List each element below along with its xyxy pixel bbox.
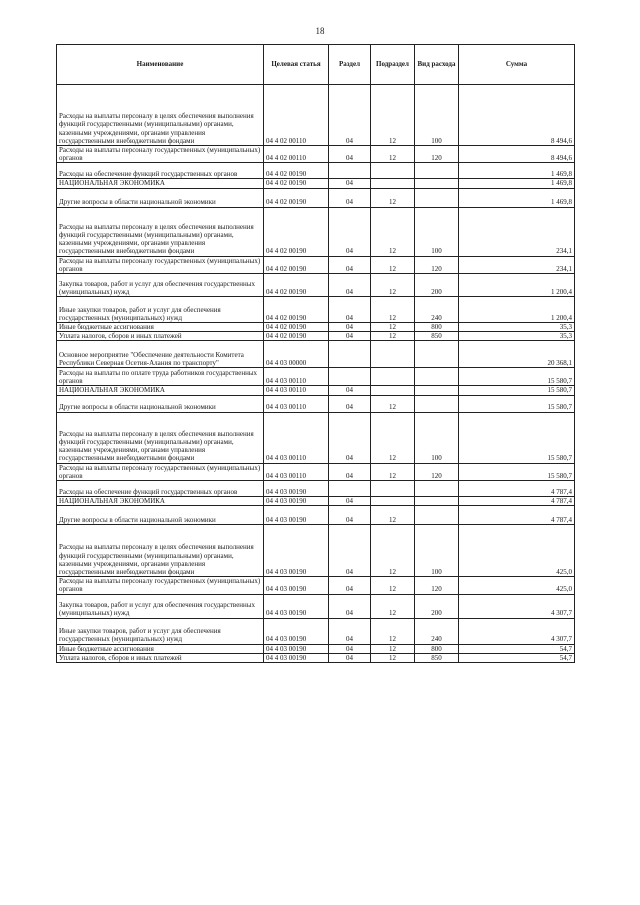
table-row <box>57 207 575 256</box>
row-sum: 1 469,8 <box>459 188 575 207</box>
row-target-code: 04 4 02 00190 <box>264 163 329 179</box>
budget-table <box>56 44 575 663</box>
row-target-code: 04 4 03 00110 <box>264 463 329 480</box>
row-sum: 8 494,6 <box>459 146 575 163</box>
row-expense-type <box>415 163 459 179</box>
row-target-code: 04 4 02 00190 <box>264 256 329 273</box>
table-row <box>57 497 575 506</box>
row-target-code: 04 4 03 00190 <box>264 618 329 644</box>
table-row <box>57 412 575 463</box>
row-sum: 234,1 <box>459 207 575 256</box>
header-name: Наименование <box>57 45 264 85</box>
row-subsection: 12 <box>371 618 415 644</box>
row-name: НАЦИОНАЛЬНАЯ ЭКОНОМИКА <box>57 497 264 506</box>
row-subsection <box>371 386 415 395</box>
row-subsection: 12 <box>371 644 415 653</box>
row-section: 04 <box>329 525 371 577</box>
row-section: 04 <box>329 179 371 188</box>
row-name: Уплата налогов, сборов и иных платежей <box>57 332 264 341</box>
row-target-code: 04 4 03 00190 <box>264 653 329 662</box>
row-subsection: 12 <box>371 395 415 412</box>
row-section: 04 <box>329 644 371 653</box>
table-row <box>57 395 575 412</box>
row-section: 04 <box>329 85 371 146</box>
row-subsection: 12 <box>371 297 415 323</box>
row-target-code: 04 4 02 00190 <box>264 297 329 323</box>
row-subsection: 12 <box>371 412 415 463</box>
row-subsection: 12 <box>371 506 415 525</box>
table-row <box>57 386 575 395</box>
row-name: Другие вопросы в области национальной экономики <box>57 395 264 412</box>
row-target-code: 04 4 03 00190 <box>264 497 329 506</box>
row-expense-type <box>415 497 459 506</box>
table-row <box>57 594 575 618</box>
row-sum: 54,7 <box>459 644 575 653</box>
row-sum: 1 469,8 <box>459 179 575 188</box>
row-expense-type: 120 <box>415 256 459 273</box>
row-subsection <box>371 368 415 386</box>
row-target-code: 04 4 02 00190 <box>264 188 329 207</box>
row-name: Другие вопросы в области национальной экономики <box>57 188 264 207</box>
row-expense-type <box>415 386 459 395</box>
row-section <box>329 368 371 386</box>
row-expense-type: 120 <box>415 146 459 163</box>
row-sum: 425,0 <box>459 577 575 594</box>
row-sum: 15 580,7 <box>459 386 575 395</box>
row-sum: 35,3 <box>459 323 575 332</box>
row-sum: 1 200,4 <box>459 297 575 323</box>
table-row <box>57 297 575 323</box>
row-sum: 54,7 <box>459 653 575 662</box>
row-expense-type: 100 <box>415 85 459 146</box>
row-section: 04 <box>329 506 371 525</box>
row-sum: 4 787,4 <box>459 506 575 525</box>
row-expense-type <box>415 506 459 525</box>
row-subsection: 12 <box>371 274 415 297</box>
row-name: Расходы на выплаты персоналу государственных (муниципальных) органов <box>57 577 264 594</box>
row-name: Расходы на выплаты персоналу государственных (муниципальных) органов <box>57 146 264 163</box>
table-row <box>57 188 575 207</box>
row-section: 04 <box>329 497 371 506</box>
row-name: Иные бюджетные ассигнования <box>57 323 264 332</box>
row-subsection: 12 <box>371 525 415 577</box>
row-name: НАЦИОНАЛЬНАЯ ЭКОНОМИКА <box>57 386 264 395</box>
row-section: 04 <box>329 332 371 341</box>
table-row <box>57 525 575 577</box>
row-section: 04 <box>329 256 371 273</box>
row-name: Расходы на выплаты персоналу в целях обеспечения выполнения функций государственными (муниципальными) органами, казенными учреждениями, органами управления государственными внебюджетными фондами <box>57 525 264 577</box>
row-section <box>329 341 371 368</box>
row-name: Уплата налогов, сборов и иных платежей <box>57 653 264 662</box>
row-sum: 4 307,7 <box>459 618 575 644</box>
row-name: НАЦИОНАЛЬНАЯ ЭКОНОМИКА <box>57 179 264 188</box>
row-sum: 20 368,1 <box>459 341 575 368</box>
row-target-code: 04 4 02 00190 <box>264 179 329 188</box>
row-target-code: 04 4 02 00190 <box>264 332 329 341</box>
row-target-code: 04 4 02 00190 <box>264 274 329 297</box>
header-section: Раздел <box>329 45 371 85</box>
row-expense-type: 850 <box>415 653 459 662</box>
row-sum: 15 580,7 <box>459 368 575 386</box>
row-name: Расходы на выплаты персоналу в целях обеспечения выполнения функций государственными (муниципальными) органами, казенными учреждениями, органами управления государственными внебюджетными фондами <box>57 412 264 463</box>
row-sum: 1 200,4 <box>459 274 575 297</box>
table-row <box>57 463 575 480</box>
table-row <box>57 481 575 497</box>
row-target-code: 04 4 02 00190 <box>264 323 329 332</box>
row-target-code: 04 4 03 00110 <box>264 368 329 386</box>
row-name: Расходы на выплаты персоналу государственных (муниципальных) органов <box>57 256 264 273</box>
row-expense-type: 200 <box>415 274 459 297</box>
row-sum: 8 494,6 <box>459 85 575 146</box>
row-target-code: 04 4 03 00110 <box>264 386 329 395</box>
row-target-code: 04 4 02 00190 <box>264 207 329 256</box>
table-row <box>57 323 575 332</box>
row-subsection: 12 <box>371 146 415 163</box>
row-target-code: 04 4 02 00110 <box>264 146 329 163</box>
row-subsection <box>371 497 415 506</box>
row-name: Другие вопросы в области национальной экономики <box>57 506 264 525</box>
row-section: 04 <box>329 274 371 297</box>
row-section: 04 <box>329 594 371 618</box>
row-section: 04 <box>329 577 371 594</box>
table-row <box>57 341 575 368</box>
row-name: Основное мероприятие "Обеспечение деятельности Комитета Республики Северная Осетия-Алания по транспорту" <box>57 341 264 368</box>
row-name: Расходы на обеспечение функций государственных органов <box>57 163 264 179</box>
row-name: Иные закупки товаров, работ и услуг для обеспечения государственных (муниципальных) нужд <box>57 618 264 644</box>
row-section: 04 <box>329 207 371 256</box>
row-subsection: 12 <box>371 332 415 341</box>
table-row <box>57 506 575 525</box>
row-expense-type <box>415 179 459 188</box>
row-expense-type: 240 <box>415 618 459 644</box>
row-target-code: 04 4 03 00190 <box>264 506 329 525</box>
row-sum: 15 580,7 <box>459 412 575 463</box>
row-section: 04 <box>329 188 371 207</box>
row-expense-type: 100 <box>415 525 459 577</box>
table-row <box>57 618 575 644</box>
row-name: Закупка товаров, работ и услуг для обеспечения государственных (муниципальных) нужд <box>57 274 264 297</box>
row-subsection: 12 <box>371 256 415 273</box>
row-subsection <box>371 481 415 497</box>
row-section <box>329 163 371 179</box>
row-target-code: 04 4 03 00190 <box>264 481 329 497</box>
row-expense-type: 850 <box>415 332 459 341</box>
row-expense-type <box>415 481 459 497</box>
row-section: 04 <box>329 146 371 163</box>
row-sum: 15 580,7 <box>459 395 575 412</box>
row-section <box>329 481 371 497</box>
row-target-code: 04 4 03 00190 <box>264 525 329 577</box>
row-name: Расходы на выплаты персоналу в целях обеспечения выполнения функций государственными (муниципальными) органами, казенными учреждениями, органами управления государственными внебюджетными фондами <box>57 85 264 146</box>
table-header-row <box>57 45 575 85</box>
row-sum: 1 469,8 <box>459 163 575 179</box>
table-row <box>57 85 575 146</box>
table-row <box>57 163 575 179</box>
row-subsection: 12 <box>371 594 415 618</box>
table-row <box>57 368 575 386</box>
row-subsection: 12 <box>371 85 415 146</box>
row-expense-type <box>415 368 459 386</box>
row-subsection: 12 <box>371 653 415 662</box>
row-name: Расходы на выплаты по оплате труда работников государственных органов <box>57 368 264 386</box>
row-subsection: 12 <box>371 463 415 480</box>
row-target-code: 04 4 03 00000 <box>264 341 329 368</box>
row-sum: 4 787,4 <box>459 481 575 497</box>
row-section: 04 <box>329 653 371 662</box>
table-row <box>57 179 575 188</box>
row-target-code: 04 4 03 00190 <box>264 577 329 594</box>
row-target-code: 04 4 03 00110 <box>264 395 329 412</box>
page-number: 18 <box>315 26 325 36</box>
row-section: 04 <box>329 412 371 463</box>
header-subsection: Подраздел <box>371 45 415 85</box>
row-sum: 234,1 <box>459 256 575 273</box>
row-subsection <box>371 341 415 368</box>
row-expense-type <box>415 395 459 412</box>
row-section: 04 <box>329 618 371 644</box>
row-subsection <box>371 163 415 179</box>
row-name: Расходы на обеспечение функций государственных органов <box>57 481 264 497</box>
row-expense-type <box>415 341 459 368</box>
row-target-code: 04 4 03 00190 <box>264 644 329 653</box>
row-section: 04 <box>329 297 371 323</box>
row-expense-type: 200 <box>415 594 459 618</box>
row-name: Расходы на выплаты персоналу государственных (муниципальных) органов <box>57 463 264 480</box>
row-expense-type: 100 <box>415 412 459 463</box>
row-subsection: 12 <box>371 188 415 207</box>
table-row <box>57 274 575 297</box>
row-expense-type: 800 <box>415 323 459 332</box>
table-row <box>57 644 575 653</box>
row-name: Расходы на выплаты персоналу в целях обеспечения выполнения функций государственными (муниципальными) органами, казенными учреждениями, органами управления государственными внебюджетными фондами <box>57 207 264 256</box>
table-row <box>57 146 575 163</box>
row-name: Иные закупки товаров, работ и услуг для обеспечения государственных (муниципальных) нужд <box>57 297 264 323</box>
header-sum: Сумма <box>459 45 575 85</box>
row-expense-type <box>415 188 459 207</box>
row-subsection: 12 <box>371 207 415 256</box>
header-expense-type: Вид расхода <box>415 45 459 85</box>
table-row <box>57 653 575 662</box>
row-expense-type: 800 <box>415 644 459 653</box>
row-sum: 4 307,7 <box>459 594 575 618</box>
row-target-code: 04 4 02 00110 <box>264 85 329 146</box>
row-sum: 4 787,4 <box>459 497 575 506</box>
row-target-code: 04 4 03 00190 <box>264 594 329 618</box>
row-name: Закупка товаров, работ и услуг для обеспечения государственных (муниципальных) нужд <box>57 594 264 618</box>
row-subsection <box>371 179 415 188</box>
row-sum: 425,0 <box>459 525 575 577</box>
row-sum: 35,3 <box>459 332 575 341</box>
row-section: 04 <box>329 386 371 395</box>
row-subsection: 12 <box>371 323 415 332</box>
table-row <box>57 332 575 341</box>
row-target-code: 04 4 03 00110 <box>264 412 329 463</box>
row-section: 04 <box>329 463 371 480</box>
row-expense-type: 100 <box>415 207 459 256</box>
row-name: Иные бюджетные ассигнования <box>57 644 264 653</box>
header-code: Целевая статья <box>264 45 329 85</box>
row-sum: 15 580,7 <box>459 463 575 480</box>
row-expense-type: 240 <box>415 297 459 323</box>
row-section: 04 <box>329 395 371 412</box>
table-row <box>57 256 575 273</box>
table-row <box>57 577 575 594</box>
row-expense-type: 120 <box>415 463 459 480</box>
row-section: 04 <box>329 323 371 332</box>
row-expense-type: 120 <box>415 577 459 594</box>
row-subsection: 12 <box>371 577 415 594</box>
